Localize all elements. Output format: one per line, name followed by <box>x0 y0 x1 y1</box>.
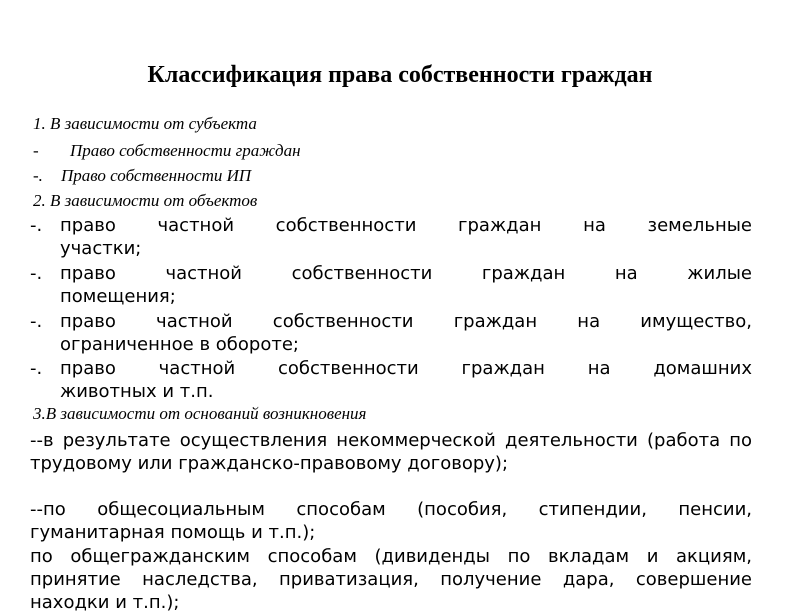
section-1-heading: 1. В зависимости от субъекта <box>33 114 257 133</box>
list-item <box>33 166 251 186</box>
list-item-text: право частной собственности граждан на домашних <box>60 358 752 379</box>
list-item <box>30 262 752 308</box>
section-2-heading: 2. В зависимости от объектов <box>33 191 258 210</box>
list-item-text: Право собственности ИП <box>61 166 252 185</box>
list-marker: - <box>33 141 39 160</box>
paragraph: --в результате осуществления некоммерческой деятельности (работа по трудовому или гражданско-правовому договору); <box>30 430 752 474</box>
list-item-text: право частной собственности граждан на земельные <box>60 215 752 236</box>
list-item <box>30 357 752 403</box>
list-item <box>30 310 752 356</box>
list-marker: -. <box>30 263 43 284</box>
list-item-text-continued: животных и т.п. <box>60 381 214 402</box>
paragraph: --по общесоциальным способам (пособия, стипендии, пенсии, гуманитарная помощь и т.п.); <box>30 499 752 543</box>
list-item <box>30 214 752 260</box>
list-item-text-continued: помещения; <box>60 286 176 307</box>
list-item-text: Право собственности граждан <box>70 141 301 160</box>
section-3-heading: 3.В зависимости от оснований возникновения <box>33 404 367 423</box>
list-item-text-continued: ограниченное в обороте; <box>60 334 299 355</box>
slide-title: Классификация права собственности граждан <box>147 62 653 88</box>
list-marker: -. <box>30 358 43 379</box>
list-marker: -. <box>30 311 43 332</box>
list-item <box>33 141 301 161</box>
list-item-text-continued: участки; <box>60 238 142 259</box>
list-marker: -. <box>33 166 43 185</box>
paragraph: по общегражданским способам (дивиденды по вкладам и акциям, принятие наследства, приватизация, получение дара, совершение находки и т.п.); <box>30 546 752 613</box>
list-item-text: право частной собственности граждан на жилые <box>60 263 752 284</box>
list-marker: -. <box>30 215 43 236</box>
list-item-text: право частной собственности граждан на имущество, <box>60 311 752 332</box>
